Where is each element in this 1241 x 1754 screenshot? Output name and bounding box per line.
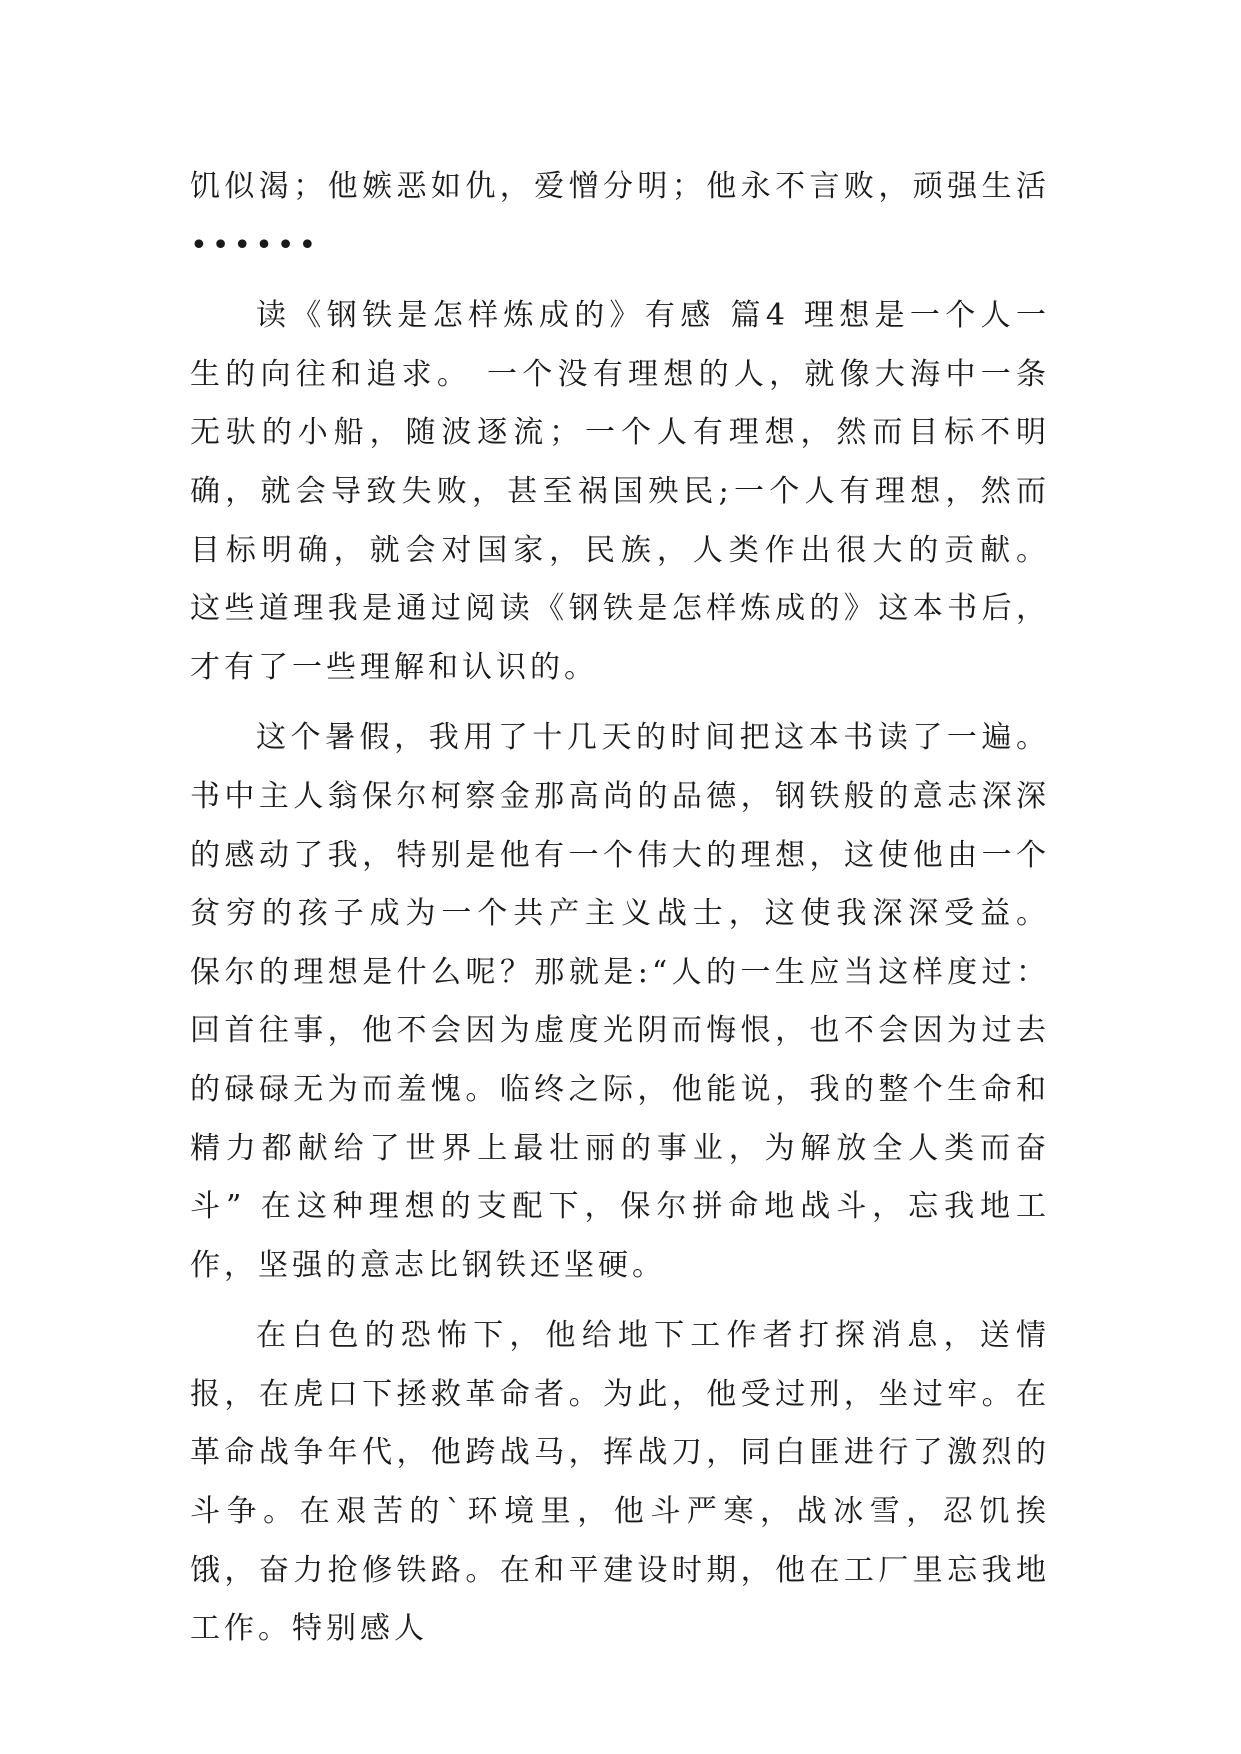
paragraph-white-terror: 在白色的恐怖下，他给地下工作者打探消息，送情报，在虎口下拯救革命者。为此，他受过刑，坐过牢。在革命战争年代，他跨战马，挥战刀，同白匪进行了激烈的斗争。在艰苦的`环境里，他斗严寒，战冰雪，忍饥挨饿，奋力抢修铁路。在和平建设时期，他在工厂里忘我地工作。特别感人: [190, 1318, 1050, 1647]
paragraph-continuation: 饥似渴；他嫉恶如仇，爱憎分明；他永不言败，顽强生活••••••: [190, 169, 1050, 263]
body-text: [190, 158, 1050, 1659]
paragraph-summer-reading: 这个暑假，我用了十几天的时间把这本书读了一遍。书中主人翁保尔柯察金那高尚的品德，钢铁般的意志深深的感动了我，特别是他有一个伟大的理想，这使他由一个贫穷的孩子成为一个共产主义战士，这使我深深受益。 保尔的理想是什么呢？那就是:“人的一生应当这样度过：回首往事，他不会因为虚度光阴而悔恨，也不会因为过去的碌碌无为而羞愧。临终之际，他能说，我的整个生命和精力都献给了世界上最壮丽的事业，为解放全人类而奋斗” 在这种理想的支配下，保尔拼命地战斗，忘我地工作，坚强的意志比钢铁还坚硬。: [190, 720, 1050, 1283]
paragraph-essay-4-intro: 读《钢铁是怎样炼成的》有感 篇4 理想是一个人一生的向往和追求。 一个没有理想的人，就像大海中一条无驮的小船，随波逐流；一个人有理想，然而目标不明确，就会导致失败，甚至祸国殃民;一个人有理想，然而目标明确，就会对国家，民族，人类作出很大的贡献。 这些道理我是通过阅读《钢铁是怎样炼成的》这本书后，才有了一些理解和认识的。: [190, 298, 1050, 685]
